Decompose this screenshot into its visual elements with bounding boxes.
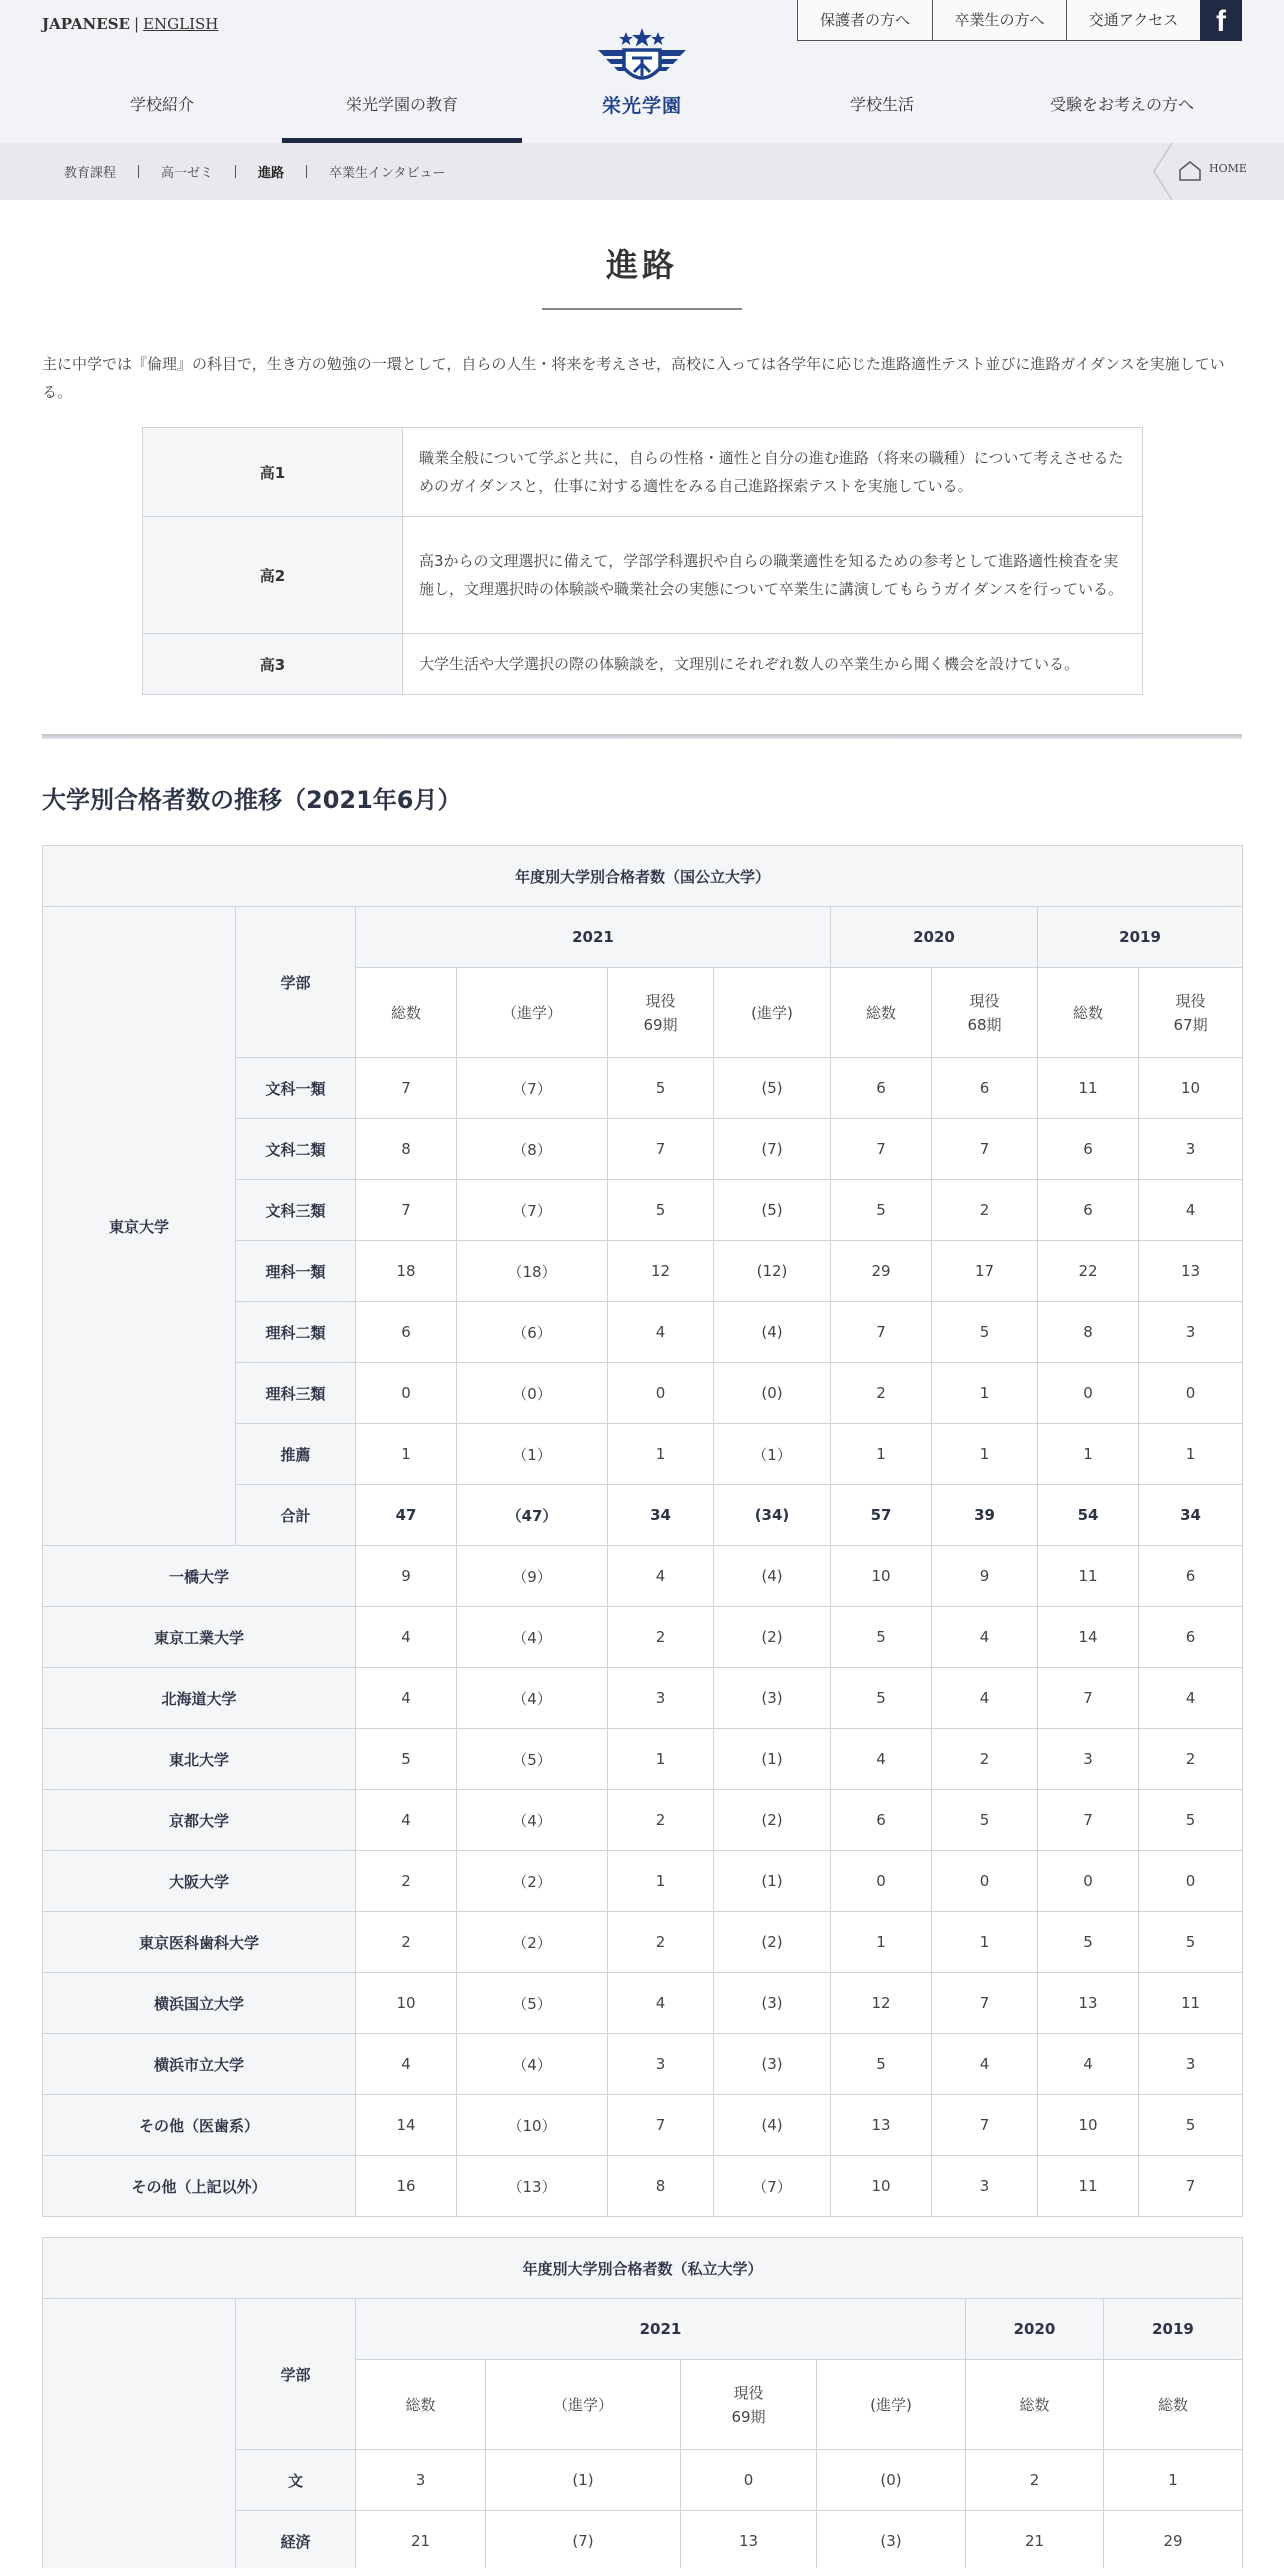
count-cell: 22 [1038, 1241, 1139, 1302]
count-cell: 54 [1038, 1485, 1139, 1546]
table-row [43, 1790, 1243, 1851]
count-cell: （5） [457, 1729, 608, 1790]
count-cell: （47） [457, 1485, 608, 1546]
count-cell: 2 [608, 1607, 714, 1668]
guidance-table [142, 427, 1143, 695]
count-cell: （7） [714, 2156, 831, 2217]
year-header-row [43, 907, 1243, 968]
page-title: 進路 [605, 246, 678, 284]
count-cell: 10 [831, 1546, 932, 1607]
count-cell: （10） [457, 2095, 608, 2156]
count-cell: 13 [1139, 1241, 1243, 1302]
count-cell: 2 [966, 2450, 1104, 2511]
count-cell: 3 [1038, 1729, 1139, 1790]
count-cell: （7） [457, 1180, 608, 1241]
count-cell: 0 [1038, 1851, 1139, 1912]
count-cell: （4） [457, 1607, 608, 1668]
utility-nav [797, 0, 1201, 41]
count-cell: (12) [714, 1241, 831, 1302]
department-name: 文科二類 [236, 1119, 356, 1180]
table-row [43, 1912, 1243, 1973]
column-subheader: (進学) [714, 968, 831, 1058]
guidance-text: 職業全般について学ぶと共に，自らの性格・適性と自分の進む進路（将来の職種）について考えさせるためのガイダンスと，仕事に対する適性をみる自己進路探索テストを実施している。 [403, 428, 1143, 517]
table-row [43, 1851, 1243, 1912]
count-cell: （5） [457, 1973, 608, 2034]
department-name: 文科三類 [236, 1180, 356, 1241]
count-cell: 4 [356, 2034, 457, 2095]
subnav-divider [138, 165, 139, 178]
column-subheader: 総数 [356, 2360, 486, 2450]
count-cell: 4 [356, 1668, 457, 1729]
count-cell: 3 [1139, 1302, 1243, 1363]
count-cell: 10 [1139, 1058, 1243, 1119]
guidance-grade: 高1 [143, 428, 403, 517]
count-cell: 5 [1139, 1912, 1243, 1973]
table-row [43, 1607, 1243, 1668]
column-subheader: 現役 68期 [932, 968, 1038, 1058]
count-cell: 1 [932, 1424, 1038, 1485]
university-name: 大阪大学 [43, 1851, 356, 1912]
column-subheader: 総数 [1104, 2360, 1243, 2450]
count-cell: 4 [932, 1668, 1038, 1729]
language-switcher [42, 15, 218, 33]
lang-separator: | [133, 15, 140, 33]
nav-school-life[interactable]: 学校生活 [849, 95, 914, 114]
count-cell: 0 [1139, 1363, 1243, 1424]
site-header [0, 0, 1284, 143]
count-cell: 4 [356, 1790, 457, 1851]
logo-text: 栄光学園 [601, 95, 682, 117]
guidance-row [143, 634, 1143, 695]
count-cell: 39 [932, 1485, 1038, 1546]
count-cell: 2 [356, 1851, 457, 1912]
home-icon [1178, 160, 1202, 182]
count-cell: 6 [831, 1790, 932, 1851]
count-cell: (2) [714, 1912, 831, 1973]
table-row [43, 1668, 1243, 1729]
count-cell: 1 [608, 1729, 714, 1790]
column-subheader: 現役 69期 [608, 968, 714, 1058]
count-cell: 12 [831, 1973, 932, 2034]
count-cell: 14 [1038, 1607, 1139, 1668]
home-label: HOME [1209, 162, 1247, 175]
university-name: 横浜国立大学 [43, 1973, 356, 2034]
count-cell: 4 [1038, 2034, 1139, 2095]
table-caption: 年度別大学別合格者数（国公立大学） [43, 846, 1243, 907]
count-cell: (1) [714, 1729, 831, 1790]
count-cell: 6 [356, 1302, 457, 1363]
count-cell: （18） [457, 1241, 608, 1302]
count-cell: (3) [714, 2034, 831, 2095]
count-cell: (2) [714, 1607, 831, 1668]
university-name: その他（医歯系） [43, 2095, 356, 2156]
count-cell: 11 [1139, 1973, 1243, 2034]
count-cell: 6 [1038, 1180, 1139, 1241]
department-name: 合計 [236, 1485, 356, 1546]
count-cell: 7 [831, 1119, 932, 1180]
count-cell: （0） [457, 1363, 608, 1424]
department-name: 理科一類 [236, 1241, 356, 1302]
university-name: 東京工業大学 [43, 1607, 356, 1668]
count-cell: 17 [932, 1241, 1038, 1302]
count-cell: 4 [356, 1607, 457, 1668]
count-cell: 4 [932, 1607, 1038, 1668]
count-cell: 4 [831, 1729, 932, 1790]
count-cell: 5 [831, 1180, 932, 1241]
count-cell: 3 [1139, 1119, 1243, 1180]
university-name-blank [43, 2299, 236, 2568]
count-cell: 1 [356, 1424, 457, 1485]
count-cell: 7 [356, 1180, 457, 1241]
year-header: 2019 [1104, 2299, 1243, 2360]
year-header-row [43, 2299, 1243, 2360]
count-cell: 2 [356, 1912, 457, 1973]
intro-text: 主に中学では『倫理』の科目で，生き方の勉強の一環として，自らの人生・将来を考えさせ，高校に入っては各学年に応じた進路適性テスト並びに進路ガイダンスを実施している。 [42, 355, 1225, 401]
count-cell: 6 [1139, 1607, 1243, 1668]
count-cell: 1 [1038, 1424, 1139, 1485]
count-cell: 7 [932, 1119, 1038, 1180]
count-cell: 2 [932, 1729, 1038, 1790]
count-cell: （4） [457, 1790, 608, 1851]
count-cell: (5) [714, 1180, 831, 1241]
count-cell: 1 [608, 1851, 714, 1912]
count-cell: 7 [932, 1973, 1038, 2034]
count-cell: 10 [1038, 2095, 1139, 2156]
section-divider [42, 734, 1242, 739]
count-cell: 7 [608, 1119, 714, 1180]
department-name: 理科二類 [236, 1302, 356, 1363]
column-subheader: 総数 [356, 968, 457, 1058]
column-subheader: (進学) [817, 2360, 966, 2450]
count-cell: （4） [457, 2034, 608, 2095]
subnav-interviews[interactable]: 卒業生インタビュー [329, 166, 446, 181]
count-cell: （4） [457, 1668, 608, 1729]
university-name: 京都大学 [43, 1790, 356, 1851]
util-link-alumni[interactable]: 卒業生の方へ [932, 0, 1066, 40]
year-header: 2020 [831, 907, 1038, 968]
department-name: 文 [236, 2450, 356, 2511]
guidance-grade: 高2 [143, 517, 403, 634]
subnav-curriculum[interactable]: 教育課程 [64, 166, 117, 181]
table-caption: 年度別大学別合格者数（私立大学） [43, 2238, 1243, 2299]
table-row [43, 1973, 1243, 2034]
count-cell: (1) [486, 2450, 681, 2511]
count-cell: 3 [608, 1668, 714, 1729]
count-cell: (1) [714, 1851, 831, 1912]
count-cell: （2） [457, 1851, 608, 1912]
count-cell: （7） [457, 1058, 608, 1119]
year-header: 2021 [356, 2299, 966, 2360]
department-name: 推薦 [236, 1424, 356, 1485]
column-header-dept: 学部 [236, 2299, 356, 2450]
count-cell: 5 [831, 2034, 932, 2095]
section-title: 大学別合格者数の推移（2021年6月） [42, 786, 462, 814]
count-cell: 5 [1038, 1912, 1139, 1973]
home-link[interactable] [1150, 143, 1284, 200]
column-subheader: （進学） [486, 2360, 681, 2450]
university-name: 横浜市立大学 [43, 2034, 356, 2095]
table-row [43, 2095, 1243, 2156]
count-cell: 0 [831, 1851, 932, 1912]
count-cell: 5 [932, 1790, 1038, 1851]
count-cell: 7 [356, 1058, 457, 1119]
count-cell: (4) [714, 2095, 831, 2156]
count-cell: (0) [817, 2450, 966, 2511]
count-cell: 2 [608, 1790, 714, 1851]
count-cell: 11 [1038, 1058, 1139, 1119]
count-cell: 6 [1038, 1119, 1139, 1180]
count-cell: 7 [1038, 1790, 1139, 1851]
column-subheader: 総数 [966, 2360, 1104, 2450]
emblem-icon [596, 26, 688, 88]
count-cell: （9） [457, 1546, 608, 1607]
count-cell: 18 [356, 1241, 457, 1302]
count-cell: 7 [1038, 1668, 1139, 1729]
count-cell: 6 [831, 1058, 932, 1119]
count-cell: （1） [714, 1424, 831, 1485]
table-row [43, 1729, 1243, 1790]
count-cell: 5 [356, 1729, 457, 1790]
count-cell: 3 [356, 2450, 486, 2511]
count-cell: (0) [714, 1363, 831, 1424]
count-cell: (4) [714, 1302, 831, 1363]
count-cell: 11 [1038, 1546, 1139, 1607]
guidance-row [143, 428, 1143, 517]
subnav-divider [235, 165, 236, 178]
count-cell: 5 [831, 1607, 932, 1668]
count-cell: 5 [932, 1302, 1038, 1363]
count-cell: 13 [831, 2095, 932, 2156]
count-cell: 0 [608, 1363, 714, 1424]
count-cell: 0 [356, 1363, 457, 1424]
university-name: 東京大学 [43, 907, 236, 1546]
count-cell: （8） [457, 1119, 608, 1180]
subnav-divider [306, 165, 307, 178]
count-cell: (4) [714, 1546, 831, 1607]
count-cell: 3 [608, 2034, 714, 2095]
count-cell: 0 [681, 2450, 817, 2511]
guidance-text: 高3からの文理選択に備えて，学部学科選択や自らの職業適性を知るための参考として進路適性検査を実施し，文理選択時の体験談や職業社会の実態について卒業生に講演してもらうガイダンスを行っている。 [403, 517, 1143, 634]
guidance-row [143, 517, 1143, 634]
count-cell: 1 [1104, 2450, 1243, 2511]
year-header: 2021 [356, 907, 831, 968]
util-link-access[interactable]: 交通アクセス [1066, 0, 1200, 40]
count-cell: 9 [356, 1546, 457, 1607]
count-cell: 1 [1139, 1424, 1243, 1485]
column-subheader: 現役 67期 [1139, 968, 1243, 1058]
table-row [43, 2034, 1243, 2095]
count-cell: 4 [1139, 1180, 1243, 1241]
count-cell: 8 [1038, 1302, 1139, 1363]
count-cell: 6 [932, 1058, 1038, 1119]
guidance-grade: 高3 [143, 634, 403, 695]
count-cell: 12 [608, 1241, 714, 1302]
column-subheader: 総数 [1038, 968, 1139, 1058]
count-cell: 34 [1139, 1485, 1243, 1546]
count-cell: 29 [831, 1241, 932, 1302]
count-cell: 5 [831, 1668, 932, 1729]
count-cell: 3 [1139, 2034, 1243, 2095]
university-name: 東北大学 [43, 1729, 356, 1790]
count-cell: (2) [714, 1790, 831, 1851]
count-cell: 0 [1139, 1851, 1243, 1912]
count-cell: 14 [356, 2095, 457, 2156]
count-cell: (3) [817, 2511, 966, 2568]
university-name: 北海道大学 [43, 1668, 356, 1729]
count-cell: 47 [356, 1485, 457, 1546]
university-name: 一橋大学 [43, 1546, 356, 1607]
count-cell: 7 [932, 2095, 1038, 2156]
count-cell: 5 [608, 1180, 714, 1241]
count-cell: 4 [608, 1302, 714, 1363]
count-cell: 1 [932, 1363, 1038, 1424]
count-cell: 9 [932, 1546, 1038, 1607]
count-cell: 1 [831, 1424, 932, 1485]
count-cell: 8 [608, 2156, 714, 2217]
department-name: 経済 [236, 2511, 356, 2568]
count-cell: 1 [608, 1424, 714, 1485]
count-cell: 5 [1139, 2095, 1243, 2156]
nav-education[interactable]: 栄光学園の教育 [282, 83, 522, 143]
count-cell: 0 [932, 1851, 1038, 1912]
count-cell: （13） [457, 2156, 608, 2217]
count-cell: 21 [966, 2511, 1104, 2568]
count-cell: (5) [714, 1058, 831, 1119]
count-cell: (3) [714, 1668, 831, 1729]
count-cell: 2 [932, 1180, 1038, 1241]
count-cell: (3) [714, 1973, 831, 2034]
sub-nav [0, 143, 1284, 200]
count-cell: 10 [831, 2156, 932, 2217]
column-header-dept: 学部 [236, 907, 356, 1058]
count-cell: 2 [1139, 1729, 1243, 1790]
global-nav [0, 83, 1284, 143]
table-caption-row [43, 2238, 1243, 2299]
nav-about[interactable]: 学校紹介 [129, 95, 194, 114]
table-row [43, 2156, 1243, 2217]
nav-admissions[interactable]: 受験をお考えの方へ [1049, 95, 1194, 114]
count-cell: 16 [356, 2156, 457, 2217]
count-cell: 8 [356, 1119, 457, 1180]
facebook-icon[interactable]: f [1200, 0, 1242, 41]
lang-japanese[interactable]: JAPANESE [42, 15, 130, 33]
count-cell: 0 [1038, 1363, 1139, 1424]
title-underline [542, 308, 742, 310]
count-cell: 4 [932, 2034, 1038, 2095]
table-row [43, 1546, 1243, 1607]
count-cell: （6） [457, 1302, 608, 1363]
count-cell: 1 [831, 1912, 932, 1973]
count-cell: 4 [608, 1546, 714, 1607]
column-subheader: （進学） [457, 968, 608, 1058]
column-subheader: 総数 [831, 968, 932, 1058]
count-cell: 21 [356, 2511, 486, 2568]
count-cell: 7 [1139, 2156, 1243, 2217]
count-cell: 29 [1104, 2511, 1243, 2568]
university-name: 東京医科歯科大学 [43, 1912, 356, 1973]
count-cell: 57 [831, 1485, 932, 1546]
count-cell: 5 [608, 1058, 714, 1119]
count-cell: 13 [681, 2511, 817, 2568]
count-cell: 13 [1038, 1973, 1139, 2034]
count-cell: 7 [608, 2095, 714, 2156]
count-cell: 4 [608, 1973, 714, 2034]
department-name: 文科一類 [236, 1058, 356, 1119]
private-university-table [42, 2237, 1243, 2568]
count-cell: 11 [1038, 2156, 1139, 2217]
column-subheader: 現役 69期 [681, 2360, 817, 2450]
count-cell: (7) [714, 1119, 831, 1180]
national-university-table [42, 845, 1243, 2217]
count-cell: （2） [457, 1912, 608, 1973]
guidance-text: 大学生活や大学選択の際の体験談を，文理別にそれぞれ数人の卒業生から聞く機会を設けている。 [403, 634, 1143, 695]
count-cell: 4 [1139, 1668, 1243, 1729]
year-header: 2020 [966, 2299, 1104, 2360]
count-cell: 5 [1139, 1790, 1243, 1851]
count-cell: 2 [831, 1363, 932, 1424]
count-cell: 1 [932, 1912, 1038, 1973]
count-cell: (34) [714, 1485, 831, 1546]
count-cell: 3 [932, 2156, 1038, 2217]
university-name: その他（上記以外） [43, 2156, 356, 2217]
count-cell: （1） [457, 1424, 608, 1485]
count-cell: 34 [608, 1485, 714, 1546]
count-cell: 7 [831, 1302, 932, 1363]
count-cell: 2 [608, 1912, 714, 1973]
department-name: 理科三類 [236, 1363, 356, 1424]
subnav-seminar[interactable]: 高一ゼミ [161, 166, 214, 181]
table-caption-row [43, 846, 1243, 907]
count-cell: (7) [486, 2511, 681, 2568]
year-header: 2019 [1038, 907, 1243, 968]
breadcrumb-chevron-icon [1150, 143, 1180, 200]
util-link-parents[interactable]: 保護者の方へ [798, 0, 932, 40]
count-cell: 6 [1139, 1546, 1243, 1607]
count-cell: 10 [356, 1973, 457, 2034]
lang-english[interactable]: ENGLISH [143, 15, 219, 33]
subnav-career[interactable]: 進路 [258, 166, 285, 181]
